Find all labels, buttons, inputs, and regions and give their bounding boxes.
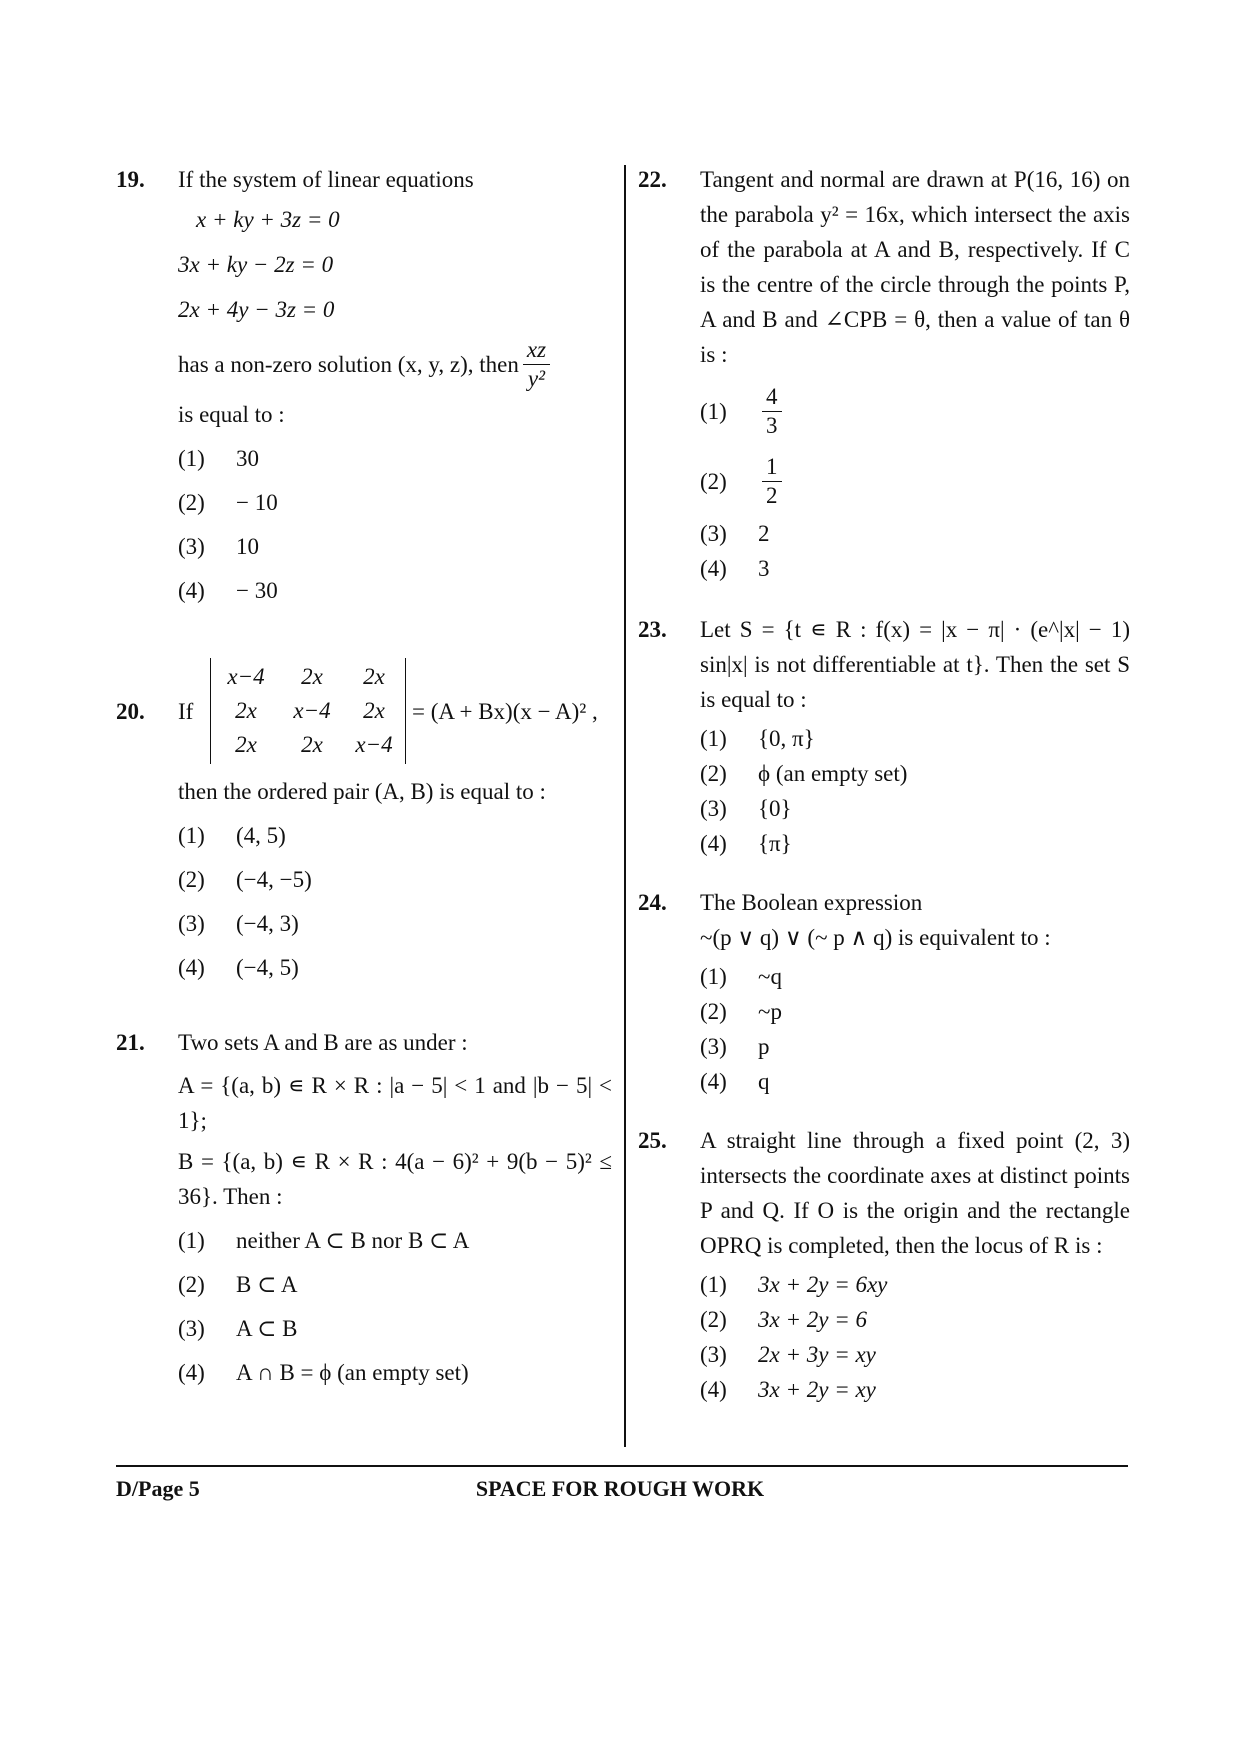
option-2[interactable] [700, 994, 1130, 1029]
option-2[interactable] [700, 446, 1130, 516]
option-text: 3x + 2y = xy [758, 1377, 876, 1402]
question-22 [638, 162, 1130, 586]
question-stem-row [178, 336, 612, 393]
matrix-cell: 2x [235, 698, 257, 723]
matrix-cell: 2x [363, 698, 385, 723]
question-number: 25. [638, 1128, 667, 1153]
option-text: (4, 5) [236, 822, 286, 848]
option-number: (1) [178, 822, 205, 848]
option-text: ϕ (an empty set) [758, 761, 908, 786]
page-label: D/Page 5 [116, 1476, 200, 1501]
option-number: (2) [700, 468, 727, 494]
equation-3: 2x + 4y − 3z = 0 [178, 297, 335, 322]
option-number: (1) [178, 445, 205, 471]
option-text: B ⊂ A [236, 1271, 298, 1297]
option-text: 3 [758, 556, 770, 581]
option-text: ~q [758, 964, 782, 989]
options-list [178, 1218, 612, 1394]
matrix-cell: 2x [301, 732, 323, 757]
option-3[interactable] [178, 901, 612, 945]
option-number: (2) [178, 1271, 205, 1297]
matrix-cell: 2x [235, 732, 257, 757]
question-intro: If the system of linear equations [178, 167, 474, 192]
option-number: (3) [700, 521, 727, 546]
option-3[interactable] [700, 791, 1130, 826]
option-number: (3) [700, 796, 727, 821]
options-list [178, 436, 612, 612]
option-2[interactable] [700, 756, 1130, 791]
option-number: (2) [700, 1307, 727, 1332]
options-list [178, 813, 612, 989]
fraction-numerator: xz [523, 336, 550, 365]
option-fraction [762, 453, 782, 510]
option-text: 2x + 3y = xy [758, 1342, 876, 1367]
question-24 [638, 885, 1130, 1099]
option-fraction [762, 383, 782, 440]
option-number: (1) [700, 964, 727, 989]
option-number: (4) [178, 1359, 205, 1385]
if-word: If [178, 698, 194, 724]
option-3[interactable] [178, 524, 612, 568]
set-b-definition: B = {(a, b) ∊ R × R : 4(a − 6)² + 9(b − 5)² ≤ 36}. Then : [178, 1149, 612, 1209]
option-4[interactable] [178, 945, 612, 989]
option-text: 2 [758, 521, 770, 546]
option-text: − 10 [236, 489, 278, 515]
rough-work-label: SPACE FOR ROUGH WORK [475, 1476, 765, 1501]
option-number: (3) [178, 533, 205, 559]
question-20 [116, 658, 612, 989]
option-1[interactable] [700, 959, 1130, 994]
set-a-definition: A = {(a, b) ∊ R × R : |a − 5| < 1 and |b − 5| < 1}; [178, 1073, 612, 1133]
question-number: 21. [116, 1030, 145, 1055]
option-number: (4) [700, 1069, 727, 1094]
question-intro: Two sets A and B are as under : [178, 1030, 468, 1055]
determinant-rhs: = (A + Bx)(x − A)² , [412, 698, 598, 724]
question-number: 24. [638, 890, 667, 915]
question-text: Let S = {t ∊ R : f(x) = |x − π| · (e^|x| − 1) sin|x| is not differentiable at t}. Then the set S is equal to : [700, 617, 1130, 712]
determinant-row [116, 658, 612, 764]
options-list [700, 959, 1130, 1099]
option-3[interactable] [700, 1029, 1130, 1064]
options-list [700, 376, 1130, 586]
question-number: 20. [116, 698, 145, 724]
question-text: Tangent and normal are drawn at P(16, 16) on the parabola y² = 16x, which intersect the axis of the parabola at A and B, respectively. If C is the centre of the circle through the points P, A and B and ∠CPB = θ, then a value of tan θ is : [700, 167, 1130, 367]
option-number: (4) [700, 831, 727, 856]
option-number: (4) [700, 556, 727, 581]
option-4[interactable] [700, 551, 1130, 586]
option-text: A ⊂ B [236, 1315, 298, 1341]
matrix-cell: 2x [363, 664, 385, 689]
option-1[interactable] [700, 376, 1130, 446]
fraction-xz-over-y2 [523, 336, 550, 393]
option-1[interactable] [700, 721, 1130, 756]
option-number: (3) [178, 1315, 205, 1341]
option-text: neither A ⊂ B nor B ⊂ A [236, 1227, 470, 1253]
left-column [116, 162, 612, 1394]
option-text: A ∩ B = ϕ (an empty set) [236, 1359, 469, 1385]
fraction-numerator: 1 [762, 453, 782, 482]
question-23 [638, 612, 1130, 861]
option-2[interactable] [178, 1262, 612, 1306]
matrix-cell: x−4 [293, 698, 331, 723]
option-number: (2) [700, 999, 727, 1024]
option-number: (1) [700, 398, 727, 424]
option-text: {0, π} [758, 726, 815, 751]
question-tail: then the ordered pair (A, B) is equal to : [178, 779, 546, 804]
column-divider [624, 165, 626, 1447]
option-4[interactable] [700, 1064, 1130, 1099]
option-number: (4) [178, 577, 205, 603]
option-number: (2) [178, 866, 205, 892]
option-text: {0} [758, 796, 792, 821]
fraction-denominator: y² [527, 366, 545, 391]
option-text: (−4, 3) [236, 910, 299, 936]
option-text: 3x + 2y = 6 [758, 1307, 867, 1332]
option-text: {π} [758, 831, 792, 856]
option-4[interactable] [700, 1372, 1130, 1407]
equation-1: x + ky + 3z = 0 [196, 207, 340, 232]
option-1[interactable] [178, 1218, 612, 1262]
question-text: A straight line through a fixed point (2, 3) intersects the coordinate axes at distinct points P and Q. If O is the origin and the rectangle OPRQ is completed, then the locus of R is : [700, 1128, 1130, 1258]
option-4[interactable] [178, 1350, 612, 1394]
option-1[interactable] [178, 813, 612, 857]
question-number: 19. [116, 167, 145, 192]
question-19 [116, 162, 612, 612]
options-list [700, 721, 1130, 861]
question-number: 23. [638, 617, 667, 642]
footer-rule [116, 1465, 1128, 1467]
option-text: q [758, 1069, 770, 1094]
option-text: 30 [236, 445, 259, 471]
fraction-denominator: 2 [766, 482, 778, 508]
question-number: 22. [638, 167, 667, 192]
option-number: (3) [700, 1034, 727, 1059]
option-1[interactable] [178, 436, 612, 480]
equation-2: 3x + ky − 2z = 0 [178, 252, 334, 277]
option-4[interactable] [700, 826, 1130, 861]
option-3[interactable] [700, 1337, 1130, 1372]
matrix-cell: x−4 [355, 732, 393, 757]
option-1[interactable] [700, 1267, 1130, 1302]
fraction-numerator: 4 [762, 383, 782, 412]
option-number: (1) [700, 1272, 727, 1297]
question-25 [638, 1123, 1130, 1407]
option-2[interactable] [178, 480, 612, 524]
option-number: (3) [700, 1342, 727, 1367]
option-text: − 30 [236, 577, 278, 603]
matrix-cell: 2x [301, 664, 323, 689]
option-2[interactable] [178, 857, 612, 901]
option-number: (1) [700, 726, 727, 751]
option-text: (−4, 5) [236, 954, 299, 980]
option-3[interactable] [178, 1306, 612, 1350]
options-list [700, 1267, 1130, 1407]
option-text: (−4, −5) [236, 866, 312, 892]
option-text: p [758, 1034, 770, 1059]
option-text: ~p [758, 999, 782, 1024]
option-text: 3x + 2y = 6xy [758, 1272, 888, 1297]
question-stem: has a non-zero solution (x, y, z), then [178, 352, 519, 377]
option-text: 10 [236, 533, 259, 559]
option-2[interactable] [700, 1302, 1130, 1337]
option-3[interactable] [700, 516, 1130, 551]
option-number: (3) [178, 910, 205, 936]
option-4[interactable] [178, 568, 612, 612]
boolean-expression: ~(p ∨ q) ∨ (~ p ∧ q) is equivalent to : [700, 925, 1051, 950]
option-number: (1) [178, 1227, 205, 1253]
option-number: (2) [700, 761, 727, 786]
determinant-matrix [210, 658, 406, 764]
option-number: (4) [178, 954, 205, 980]
question-21 [116, 1025, 612, 1394]
fraction-denominator: 3 [766, 412, 778, 438]
question-intro: The Boolean expression [700, 890, 923, 915]
question-tail: is equal to : [178, 402, 285, 427]
matrix-cell: x−4 [227, 664, 265, 689]
option-number: (2) [178, 489, 205, 515]
right-column [638, 162, 1130, 1407]
option-number: (4) [700, 1377, 727, 1402]
